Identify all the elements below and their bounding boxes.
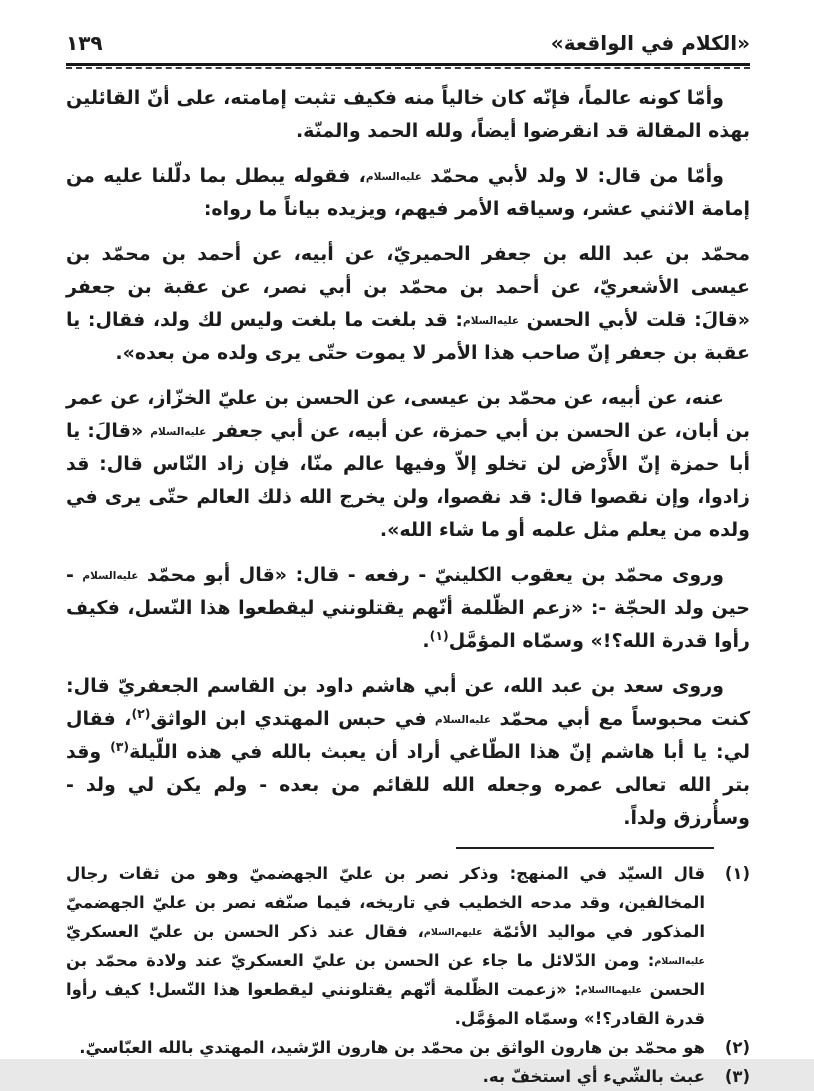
text-run: - حين ولد الحجّة -: «زعم الظّلمة أنّهم يقتلونني ليقطعوا هذا النّسل، فكيف رأوا قدرة الله؟!» وسمّاه المؤمَّل (66, 564, 750, 652)
honorific-symbol: عليهما‌السلام (580, 985, 643, 996)
text-run: وأمّا كونه عالماً، فإنّه كان خالياً منه فكيف تثبت إمامته، على أنّ القائلين بهذه المقالة قد انقرضوا أيضاً، ولله الحمد والمنّة. (66, 87, 750, 142)
text-run: هو محمّد بن هارون الواثق بن محمّد بن هارون الرّشيد، المهتدي بالله العبّاسيّ. (79, 1038, 705, 1057)
honorific-symbol: عليه‌السلام (463, 315, 520, 327)
text-run: : «زعمت الظّلمة أنّهم يقتلونني ليقطعوا هذا النّسل! كيف رأوا قدرة القادر؟!» وسمّاه المؤمَّل. (66, 980, 705, 1028)
text-run: قال السيّد في المنهج: وذكر نصر بن عليّ الجهضميّ وهو من ثقات رجال المخالفين، وقد مدحه الخطيب في تاريخه، فيما صنّفه نصر بن عليّ الجهضميّ المذكور في مواليد الأئمّة (66, 864, 705, 941)
body-text (66, 82, 750, 835)
text-run: : ومن الدّلائل ما جاء عن الحسن بن عليّ العسكريّ عند ولادة محمّد بن الحسن (66, 951, 705, 999)
text-run: في حبس المهتدي ابن الواثق (150, 708, 435, 730)
text-run: عنه، عن أبيه، عن محمّد بن عيسى، عن الحسن بن عليّ الخزّاز، عن عمر بن أبان، عن الحسن بن أبي حمزة، عن أبيه، عن أبي جعفر (66, 387, 750, 442)
footnote-text (66, 1033, 705, 1062)
footnote-ref: (٢) (131, 706, 151, 721)
text-run: . (422, 630, 430, 652)
text-run: «قالَ: يا أبا حمزة إنّ الأَرْض لن تخلو إلاّ وفيها عالم منّا، فإن زاد النّاس قال: قد زادوا، وإن نقصوا قال: قد نقصوا، ولن يخرج الله ذلك العالم حتّى يرى في ولده من يعلم مثل علمه أو ما شاء الله». (66, 420, 750, 541)
header-divider-dashed-line (66, 67, 750, 69)
footnote-number: (٣) (724, 1067, 750, 1086)
text-run: وروى سعد بن عبد الله، عن أبي هاشم داود بن القاسم الجعفريّ قال: كنت محبوساً مع أبي محمّد (66, 675, 751, 730)
footnote-ref: (٣) (110, 739, 130, 754)
paragraph (66, 559, 750, 658)
footnote-number: (١) (724, 864, 750, 883)
footnotes-section (66, 859, 750, 1091)
honorific-symbol: عليه‌السلام (435, 714, 492, 726)
paragraph (66, 160, 750, 226)
footnote-item (66, 859, 750, 1033)
footnote-text (66, 859, 705, 1033)
honorific-symbol: عليه‌السلام (365, 171, 422, 183)
footnote-divider (456, 847, 714, 849)
text-run: محمّد بن عبد الله بن جعفر الحميريّ، عن أبيه، عن أحمد بن محمّد بن عيسى الأشعريّ، عن أحمد بن محمّد بن أبي نصر، عن عقبة بن جعفر «قالَ: قلت لأبي الحسن (66, 243, 751, 331)
honorific-symbol: عليه‌السلام (82, 570, 139, 582)
page-number: ١٣٩ (66, 31, 103, 55)
text-run: وقد بتر الله تعالى عمره وجعله الله للقائم من بعده - ولم يكن لي ولد - وسأُرزق ولداً. (66, 741, 750, 829)
footnote-item (66, 1062, 750, 1091)
footnote-number: (٢) (724, 1038, 750, 1057)
header-divider-solid-line (66, 63, 750, 66)
honorific-symbol: عليهم‌السلام (423, 927, 483, 938)
footnote-text (66, 1062, 705, 1091)
running-title: «الكلام في الواقعة» (550, 31, 750, 55)
paragraph (66, 382, 750, 547)
text-run: وأمّا من قال: لا ولد لأبي محمّد (421, 165, 724, 187)
text-run: عبث بالشّيء أي استخفّ به. (482, 1067, 705, 1086)
footnote-ref: (١) (429, 628, 449, 643)
paragraph (66, 670, 750, 835)
honorific-symbol: عليه‌السلام (654, 956, 705, 967)
header-divider (66, 63, 750, 69)
text-run: ، فقوله يبطل بما دلّلنا عليه من إمامة الاثني عشر، وسياقه الأمر فيهم، ويزيده بياناً ما رواه: (66, 165, 750, 220)
paragraph (66, 82, 750, 148)
text-run: : قد بلغت ما بلغت وليس لك ولد، فقال: يا عقبة بن جعفر إنّ صاحب هذا الأمر لا يموت حتّى يرى ولده من بعده». (66, 309, 750, 364)
text-run: ، فقال لي: يا أبا هاشم إنّ هذا الطّاغي أراد أن يعبث بالله في هذه اللّيلة (66, 708, 751, 763)
text-run: وروى محمّد بن يعقوب الكلينيّ - رفعه - قال: «قال أبو محمّد (138, 564, 724, 586)
paragraph (66, 238, 750, 370)
page-header (66, 30, 750, 56)
honorific-symbol: عليه‌السلام (150, 426, 207, 438)
footnote-item (66, 1033, 750, 1062)
text-run: ، فقال عند ذكر الحسن بن عليّ العسكريّ (66, 922, 424, 941)
